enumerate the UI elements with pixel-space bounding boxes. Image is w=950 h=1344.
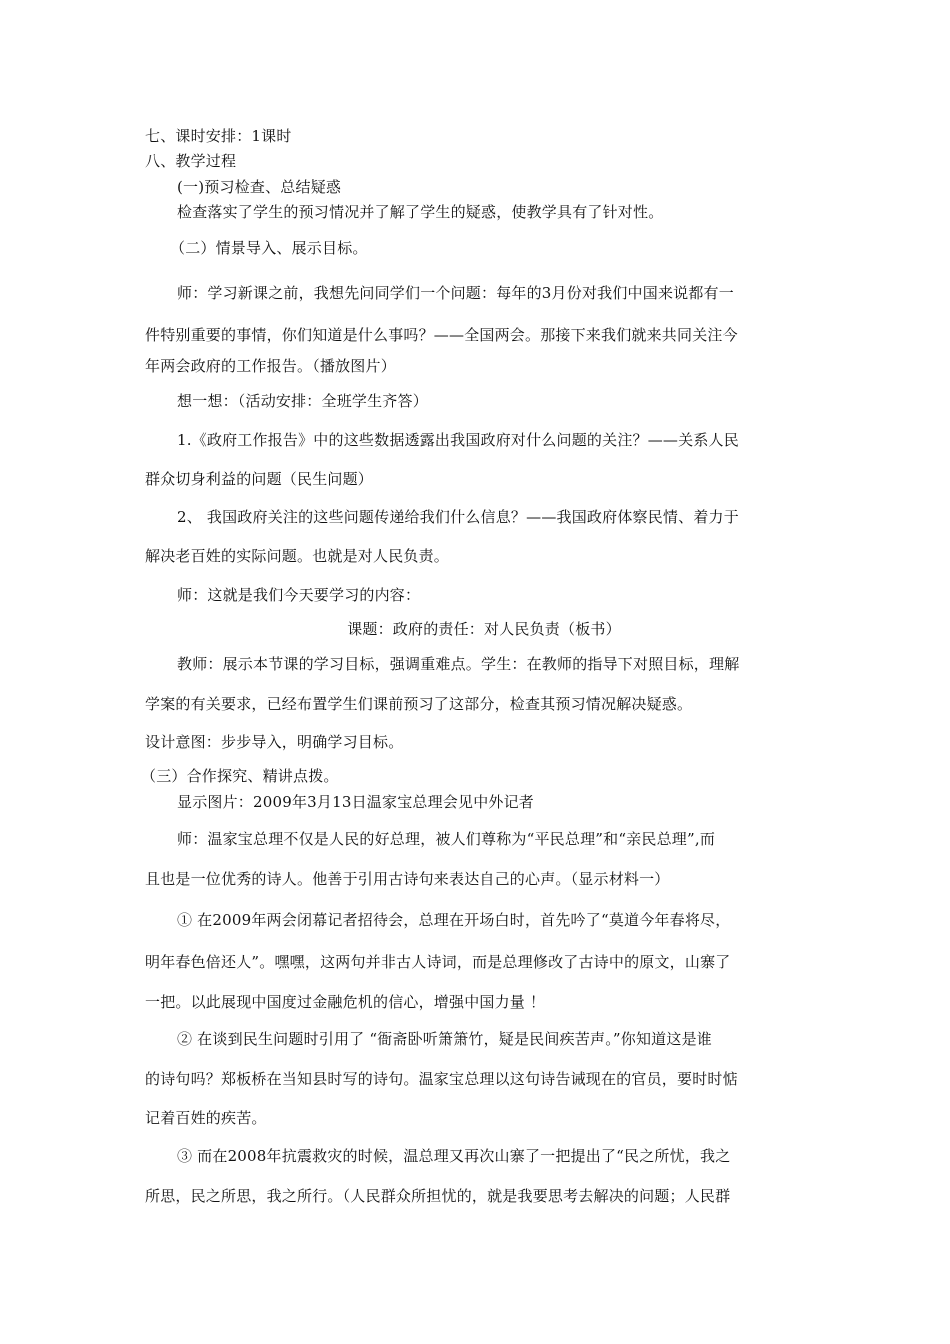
paragraph-line: 一把。以此展现中国度过金融危机的信心，增强中国力量 ！	[145, 993, 546, 1011]
paragraph-line: 教师：展示本节课的学习目标，强调重难点。学生：在教师的指导下对照目标，理解	[177, 655, 740, 673]
subheading-preview-check: (一)预习检查、总结疑惑	[177, 178, 342, 196]
paragraph-line: 师：学习新课之前，我想先问同学们一个问题：每年的3月份对我们中国来说都有一	[177, 284, 734, 302]
paragraph-line: 解决老百姓的实际问题。也就是对人民负责。	[145, 547, 450, 565]
paragraph-line: 1.《政府工作报告》中的这些数据透露出我国政府对什么问题的关注？——关系人民	[177, 431, 739, 449]
material-item-2: ② 在谈到民生问题时引用了 “衙斋卧听箫箫竹，疑是民间疾苦声。”你知道这是谁	[177, 1030, 712, 1048]
subheading-scene-intro: （二）情景导入、展示目标。	[170, 239, 368, 257]
material-item-3: ③ 而在2008年抗震救灾的时候，温总理又再次山寨了一把提出了“民之所忧，我之	[177, 1147, 731, 1165]
paragraph-line: 显示图片：2009年3月13日温家宝总理会见中外记者	[177, 793, 535, 811]
paragraph-line: 检查落实了学生的预习情况并了解了学生的疑惑，使教学具有了针对性。	[177, 203, 664, 221]
lesson-title: 课题：政府的责任：对人民负责（板书）	[347, 620, 621, 638]
paragraph-line: 明年春色倍还人”。嘿嘿，这两句并非古人诗词，而是总理修改了古诗中的原文，山寨了	[145, 953, 731, 971]
paragraph-line: 且也是一位优秀的诗人。他善于引用古诗句来表达自己的心声。（显示材料一）	[145, 870, 670, 888]
paragraph-line: 所思，民之所思，我之所行。（人民群众所担忧的，就是我要思考去解决的问题；人民群	[145, 1187, 731, 1205]
paragraph-line: 师：温家宝总理不仅是人民的好总理，被人们尊称为“平民总理”和“亲民总理”,而	[177, 830, 716, 848]
paragraph-line: 师：这就是我们今天要学习的内容：	[177, 586, 421, 604]
material-item-1: ① 在2009年两会闭幕记者招待会，总理在开场白时，首先吟了“莫道今年春将尽，	[177, 911, 731, 929]
section-heading-process: 八、教学过程	[145, 152, 237, 170]
paragraph-line: 群众切身利益的问题（民生问题）	[145, 470, 374, 488]
paragraph-line: 年两会政府的工作报告。（播放图片）	[145, 357, 396, 375]
paragraph-line: 记着百姓的疾苦。	[145, 1109, 267, 1127]
paragraph-line: 想一想：（活动安排：全班学生齐答）	[177, 392, 428, 410]
design-intent-line: 设计意图：步步导入，明确学习目标。	[145, 733, 404, 751]
subheading-cooperative-inquiry: （三）合作探究、精讲点拨。	[141, 767, 339, 785]
paragraph-line: 2、 我国政府关注的这些问题传递给我们什么信息？——我国政府体察民情、着力于	[177, 508, 739, 526]
paragraph-line: 学案的有关要求，已经布置学生们课前预习了这部分，检查其预习情况解决疑惑。	[145, 695, 693, 713]
section-heading-schedule: 七、课时安排：1课时	[145, 127, 292, 145]
paragraph-line: 的诗句吗？郑板桥在当知县时写的诗句。温家宝总理以这句诗告诫现在的官员，要时时惦	[145, 1070, 738, 1088]
paragraph-line: 件特别重要的事情，你们知道是什么事吗？——全国两会。那接下来我们就来共同关注今	[145, 326, 738, 344]
